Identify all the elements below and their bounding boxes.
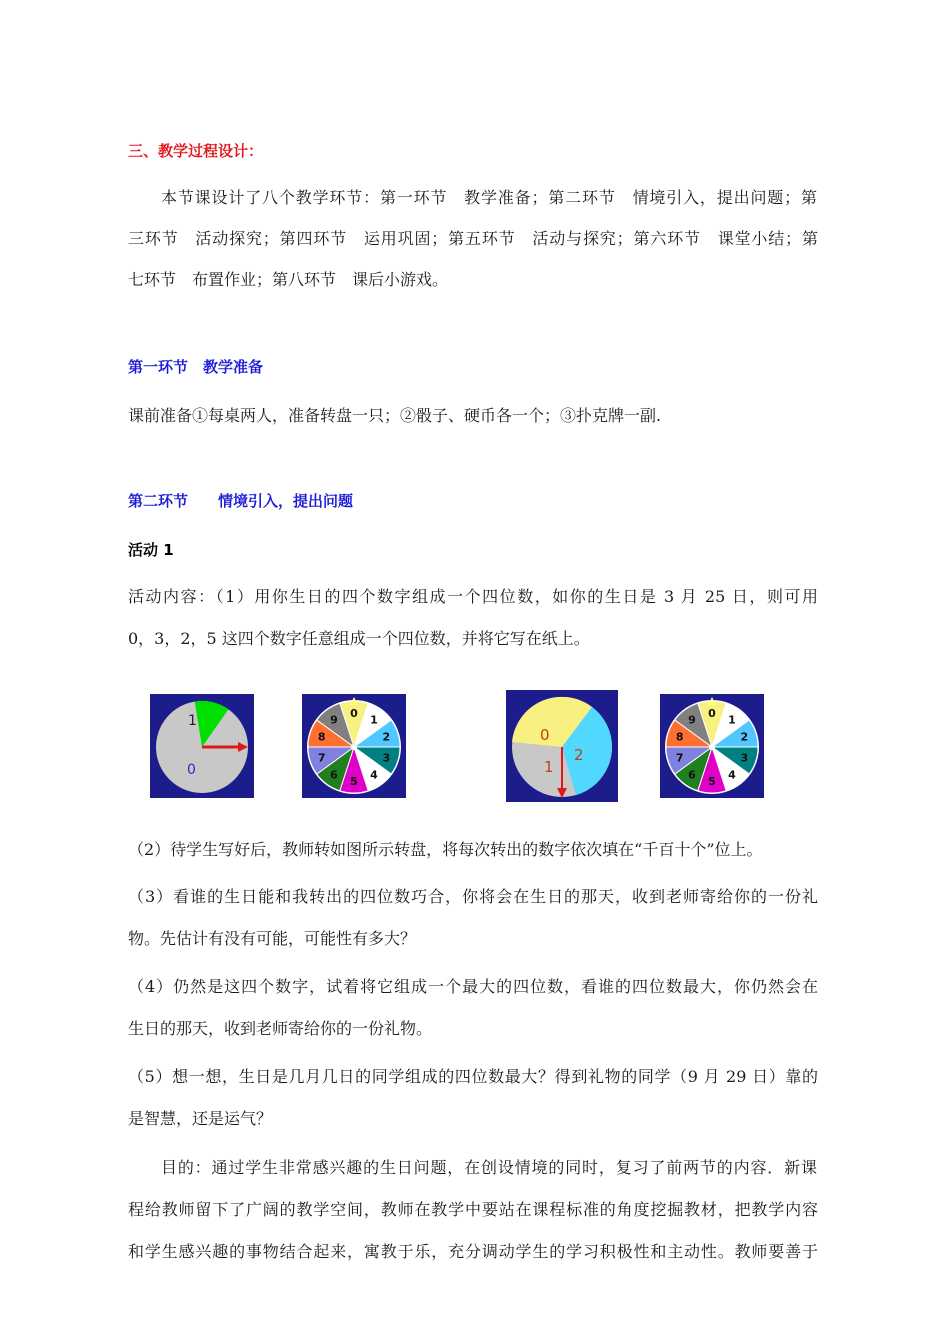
- intro-line-3: 七环节 布置作业；第八环节 课后小游戏。: [128, 270, 449, 289]
- step1-text: 课前准备①每桌两人，准备转盘一只；②骰子、硬币各一个；③扑克牌一副.: [128, 406, 662, 425]
- paragraph-5-line-1: （5）想一想，生日是几月几日的同学组成的四位数最大？得到礼物的同学（9 月 29 日）靠的: [128, 1067, 818, 1086]
- spinner4-label-1: 1: [728, 713, 736, 727]
- spinner4-label-7: 7: [675, 751, 684, 765]
- spinner1-label-0: 0: [187, 762, 196, 778]
- intro-line-1: 本节课设计了八个教学环节：第一环节 教学准备；第二环节 情境引入，提出问题；第: [161, 188, 817, 207]
- spinner-ten-sector-b: [660, 694, 764, 802]
- step2-heading: 第二环节 情境引入，提出问题: [128, 492, 354, 510]
- spinner2-label-9: 9: [330, 713, 338, 727]
- spinner-three-sector: [506, 690, 618, 806]
- spinner4-label-3: 3: [740, 751, 749, 765]
- purpose-line-3: 和学生感兴趣的事物结合起来，寓教于乐，充分调动学生的学习积极性和主动性。教师要善于: [128, 1242, 818, 1261]
- paragraph-4-line-2: 生日的那天，收到老师寄给你的一份礼物。: [128, 1019, 433, 1038]
- intro-line-2: 三环节 活动探究；第四环节 运用巩固；第五环节 活动与探究；第六环节 课堂小结；第: [128, 229, 818, 248]
- spinner1-label-1: 1: [188, 713, 197, 729]
- spinner4-label-6: 6: [688, 768, 696, 782]
- spinner4-label-9: 9: [688, 713, 696, 727]
- paragraph-3-line-1: （3）看谁的生日能和我转出的四位数巧合，你将会在生日的那天，收到老师寄给你的一份礼: [128, 887, 818, 906]
- paragraph-4-line-1: （4）仍然是这四个数字，试着将它组成一个最大的四位数，看谁的四位数最大，你仍然会在: [128, 977, 818, 996]
- spinner2-label-7: 7: [317, 751, 326, 765]
- spinner2-label-1: 1: [370, 713, 378, 727]
- activity-content-line-1: 活动内容：（1）用你生日的四个数字组成一个四位数，如你的生日是 3 月 25 日，则可用: [128, 587, 818, 606]
- spinner-two-sector: [150, 694, 254, 802]
- spinner4-label-5: 5: [708, 775, 716, 788]
- spinner3-label-1: 1: [544, 758, 554, 776]
- spinner2-label-2: 2: [382, 730, 391, 744]
- paragraph-5-line-2: 是智慧，还是运气？: [128, 1109, 273, 1128]
- spinner2-label-8: 8: [317, 730, 326, 744]
- step1-heading: 第一环节 教学准备: [128, 358, 264, 376]
- purpose-line-2: 程给教师留下了广阔的教学空间，教师在教学中要站在课程标准的角度挖掘教材，把教学内容: [128, 1200, 818, 1219]
- spinner2-label-3: 3: [382, 751, 391, 765]
- paragraph-2: （2）待学生写好后，教师转如图所示转盘，将每次转出的数字依次填在“千百十个”位上。: [128, 840, 763, 859]
- purpose-line-1: 目的：通过学生非常感兴趣的生日问题，在创设情境的同时，复习了前两节的内容．新课: [161, 1158, 817, 1177]
- activity-content-line-2: 0，3，2，5 这四个数字任意组成一个四位数，并将它写在纸上。: [128, 629, 590, 648]
- spinner2-label-0: 0: [350, 707, 358, 720]
- spinner2-label-5: 5: [350, 775, 358, 788]
- spinner-ten-sector-a: [302, 694, 406, 802]
- section-heading: 三、教学过程设计：: [128, 142, 264, 160]
- spinner4-label-4: 4: [728, 768, 736, 782]
- spinner4-label-0: 0: [708, 707, 716, 720]
- spinner2-label-6: 6: [330, 768, 338, 782]
- spinner2-label-4: 4: [370, 768, 378, 782]
- spinner3-label-2: 2: [574, 746, 584, 764]
- spinner3-label-0: 0: [540, 726, 550, 744]
- paragraph-3-line-2: 物。先估计有没有可能，可能性有多大？: [128, 929, 417, 948]
- spinner4-label-8: 8: [675, 730, 684, 744]
- spinner4-label-2: 2: [740, 730, 749, 744]
- activity-title: 活动 1: [128, 541, 174, 559]
